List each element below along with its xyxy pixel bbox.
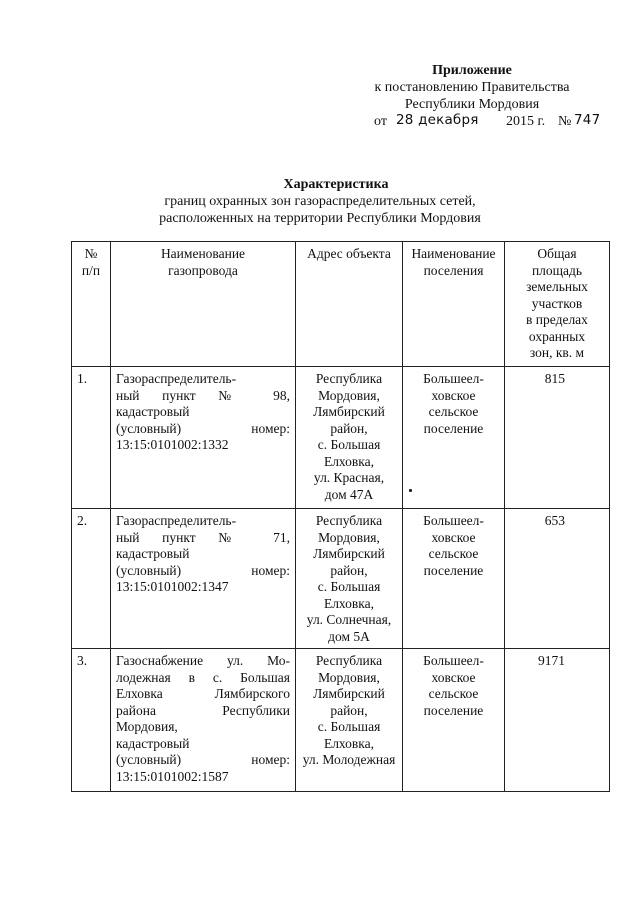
row-num: 3. xyxy=(72,649,111,792)
document-title-line-2: расположенных на территории Республики Мордовия xyxy=(159,211,481,226)
table-row xyxy=(72,509,610,649)
row-name: Газораспределитель- ный пункт № 98, кадастровый (условный) номер: 13:15:0101002:1332 xyxy=(111,367,296,509)
date-day-month: 28 декабря xyxy=(396,112,479,128)
row-name: Газоснабжение ул. Мо- лодежная в с. Большая Елховка Лямбирского района Республики Мордовия, кадастровый (условный) номер: 13:15:0101002:1587 xyxy=(111,649,296,792)
header-num: № п/п xyxy=(72,242,111,367)
date-year: 2015 г. xyxy=(506,114,546,129)
number-sign: № xyxy=(558,114,572,129)
document-title-line-1: границ охранных зон газораспределительных сетей, xyxy=(164,194,476,209)
row-area: 815 xyxy=(505,367,610,509)
row-area: 653 xyxy=(505,509,610,649)
header-address: Адрес объекта xyxy=(296,242,403,367)
row-address: Республика Мордовия, Лямбирский район, с. Большая Елховка, ул. Молодежная xyxy=(296,649,403,792)
scan-speck xyxy=(409,489,412,492)
table-row xyxy=(72,649,610,792)
row-name: Газораспределитель- ный пункт № 71, кадастровый (условный) номер: 13:15:0101002:1347 xyxy=(111,509,296,649)
row-num: 2. xyxy=(72,509,111,649)
table-row xyxy=(72,367,610,509)
date-prefix: от xyxy=(374,114,387,129)
decree-number: 747 xyxy=(574,112,601,128)
appendix-title: Приложение xyxy=(432,63,512,78)
row-settlement: Большеел- ховское сельское поселение xyxy=(403,509,505,649)
zones-table xyxy=(71,241,610,792)
appendix-block xyxy=(342,62,602,113)
row-address: Республика Мордовия, Лямбирский район, с. Большая Елховка, ул. Красная, дом 47А xyxy=(296,367,403,509)
header-name: Наименование газопровода xyxy=(111,242,296,367)
document-heading: Характеристика xyxy=(283,177,389,192)
row-num: 1. xyxy=(72,367,111,509)
header-area: Общая площадь земельных участков в пределах охранных зон, кв. м xyxy=(505,242,610,367)
document-title xyxy=(0,176,640,227)
table-header-row xyxy=(72,242,610,367)
row-settlement: Большеел- ховское сельское поселение xyxy=(403,649,505,792)
appendix-line-1: к постановлению Правительства xyxy=(374,80,570,95)
row-address: Республика Мордовия, Лямбирский район, с. Большая Елховка, ул. Солнечная, дом 5А xyxy=(296,509,403,649)
appendix-line-2: Республики Мордовия xyxy=(404,97,540,112)
header-settlement: Наименование поселения xyxy=(403,242,505,367)
row-area: 9171 xyxy=(505,649,610,792)
row-settlement: Большеел- ховское сельское поселение xyxy=(403,367,505,509)
